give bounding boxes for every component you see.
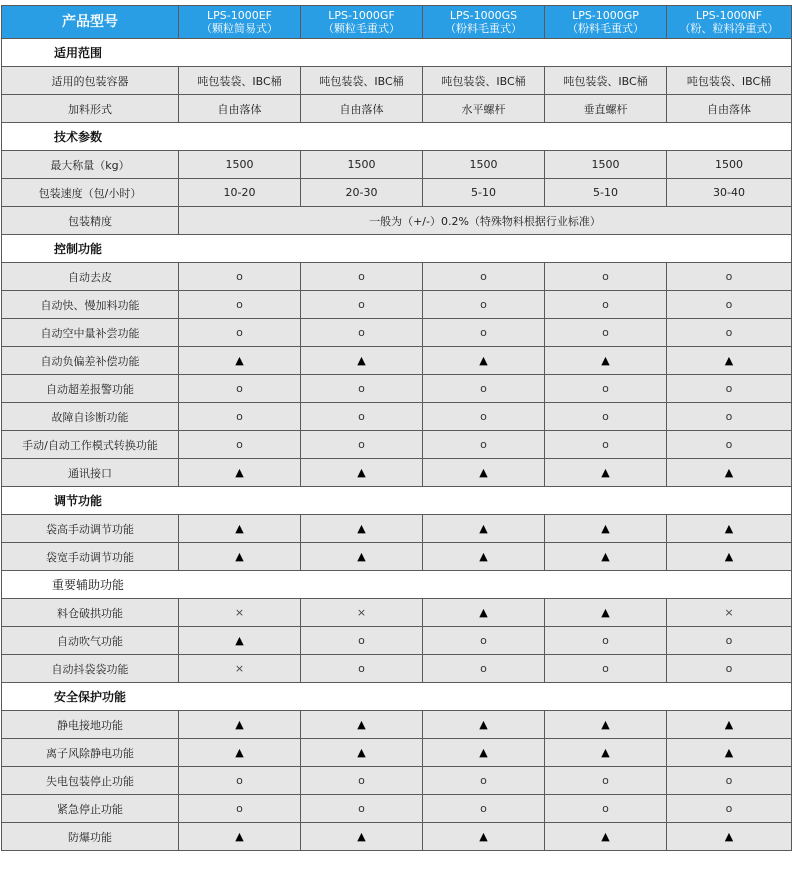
spec-row <box>2 515 792 543</box>
standard-triangle-icon: ▲ <box>179 823 301 851</box>
standard-triangle-icon: ▲ <box>545 711 667 739</box>
optional-circle-icon: o <box>179 403 301 431</box>
optional-circle-icon: o <box>179 795 301 823</box>
row-label: 故障自诊断功能 <box>2 403 179 431</box>
optional-circle-icon: o <box>545 403 667 431</box>
standard-triangle-icon: ▲ <box>179 543 301 571</box>
standard-triangle-icon: ▲ <box>179 515 301 543</box>
optional-circle-icon: o <box>423 319 545 347</box>
optional-circle-icon: o <box>301 375 423 403</box>
row-label: 自动抖袋袋功能 <box>2 655 179 683</box>
standard-triangle-icon: ▲ <box>423 739 545 767</box>
cell-value: 20-30 <box>301 179 423 207</box>
optional-circle-icon: o <box>301 403 423 431</box>
standard-triangle-icon: ▲ <box>179 711 301 739</box>
cell-value: 10-20 <box>179 179 301 207</box>
cell-value: 1500 <box>301 151 423 179</box>
section-title: 技术参数 <box>2 123 792 151</box>
optional-circle-icon: o <box>423 627 545 655</box>
standard-triangle-icon: ▲ <box>667 347 792 375</box>
optional-circle-icon: o <box>301 263 423 291</box>
standard-triangle-icon: ▲ <box>179 459 301 487</box>
model-desc: （颗粒毛重式） <box>323 22 400 35</box>
optional-circle-icon: o <box>301 627 423 655</box>
optional-circle-icon: o <box>545 655 667 683</box>
optional-circle-icon: o <box>179 767 301 795</box>
spec-row <box>2 179 792 207</box>
header-row <box>2 6 792 39</box>
optional-circle-icon: o <box>667 291 792 319</box>
spec-row <box>2 319 792 347</box>
optional-circle-icon: o <box>301 795 423 823</box>
section-title: 安全保护功能 <box>2 683 792 711</box>
optional-circle-icon: o <box>545 627 667 655</box>
section-row <box>2 235 792 263</box>
spec-row <box>2 263 792 291</box>
optional-circle-icon: o <box>179 263 301 291</box>
section-row <box>2 123 792 151</box>
optional-circle-icon: o <box>179 431 301 459</box>
section-row <box>2 683 792 711</box>
cell-value: 5-10 <box>545 179 667 207</box>
cell-value: 垂直螺杆 <box>545 95 667 123</box>
model-header <box>667 6 792 39</box>
section-title: 重要辅助功能 <box>2 571 792 599</box>
row-label: 加料形式 <box>2 95 179 123</box>
model-desc: （粉料毛重式） <box>445 22 522 35</box>
model-header <box>423 6 545 39</box>
row-label: 料仓破拱功能 <box>2 599 179 627</box>
spec-row <box>2 375 792 403</box>
row-label: 自动超差报警功能 <box>2 375 179 403</box>
spec-row <box>2 347 792 375</box>
optional-circle-icon: o <box>667 263 792 291</box>
row-label: 离子风除静电功能 <box>2 739 179 767</box>
optional-circle-icon: o <box>423 291 545 319</box>
cell-value: 自由落体 <box>179 95 301 123</box>
optional-circle-icon: o <box>667 319 792 347</box>
cell-value: 自由落体 <box>667 95 792 123</box>
row-label: 袋高手动调节功能 <box>2 515 179 543</box>
model-desc: （粉料毛重式） <box>567 22 644 35</box>
optional-circle-icon: o <box>423 375 545 403</box>
standard-triangle-icon: ▲ <box>301 347 423 375</box>
spec-row <box>2 767 792 795</box>
standard-triangle-icon: ▲ <box>545 515 667 543</box>
row-label: 包装速度（包/小时） <box>2 179 179 207</box>
row-label: 紧急停止功能 <box>2 795 179 823</box>
spec-row <box>2 543 792 571</box>
section-row <box>2 487 792 515</box>
optional-circle-icon: o <box>423 655 545 683</box>
model-desc: （颗粒简易式） <box>201 22 278 35</box>
standard-triangle-icon: ▲ <box>179 627 301 655</box>
row-label: 防爆功能 <box>2 823 179 851</box>
optional-circle-icon: o <box>545 319 667 347</box>
unavailable-cross-icon: × <box>667 599 792 627</box>
spec-row <box>2 795 792 823</box>
optional-circle-icon: o <box>423 767 545 795</box>
standard-triangle-icon: ▲ <box>545 599 667 627</box>
optional-circle-icon: o <box>179 319 301 347</box>
optional-circle-icon: o <box>667 627 792 655</box>
spec-row <box>2 431 792 459</box>
cell-value: 吨包装袋、IBC桶 <box>301 67 423 95</box>
spec-row <box>2 291 792 319</box>
standard-triangle-icon: ▲ <box>423 515 545 543</box>
standard-triangle-icon: ▲ <box>545 823 667 851</box>
standard-triangle-icon: ▲ <box>545 543 667 571</box>
model-header <box>179 6 301 39</box>
model-code: LPS-1000GS <box>449 9 518 22</box>
standard-triangle-icon: ▲ <box>301 739 423 767</box>
optional-circle-icon: o <box>301 431 423 459</box>
standard-triangle-icon: ▲ <box>301 459 423 487</box>
optional-circle-icon: o <box>423 795 545 823</box>
row-label: 自动吹气功能 <box>2 627 179 655</box>
standard-triangle-icon: ▲ <box>545 459 667 487</box>
optional-circle-icon: o <box>667 655 792 683</box>
standard-triangle-icon: ▲ <box>301 711 423 739</box>
spec-row <box>2 403 792 431</box>
unavailable-cross-icon: × <box>179 655 301 683</box>
optional-circle-icon: o <box>545 375 667 403</box>
row-label: 通讯接口 <box>2 459 179 487</box>
model-code: LPS-1000NF <box>695 9 763 22</box>
standard-triangle-icon: ▲ <box>301 823 423 851</box>
optional-circle-icon: o <box>423 431 545 459</box>
cell-value: 吨包装袋、IBC桶 <box>667 67 792 95</box>
section-row <box>2 571 792 599</box>
optional-circle-icon: o <box>545 431 667 459</box>
optional-circle-icon: o <box>423 263 545 291</box>
optional-circle-icon: o <box>301 319 423 347</box>
standard-triangle-icon: ▲ <box>667 543 792 571</box>
standard-triangle-icon: ▲ <box>423 459 545 487</box>
unavailable-cross-icon: × <box>179 599 301 627</box>
optional-circle-icon: o <box>301 655 423 683</box>
optional-circle-icon: o <box>179 375 301 403</box>
optional-circle-icon: o <box>545 263 667 291</box>
spec-row <box>2 459 792 487</box>
optional-circle-icon: o <box>423 403 545 431</box>
spec-row <box>2 739 792 767</box>
spec-row <box>2 655 792 683</box>
standard-triangle-icon: ▲ <box>179 347 301 375</box>
cell-value: 1500 <box>545 151 667 179</box>
optional-circle-icon: o <box>667 375 792 403</box>
cell-value: 吨包装袋、IBC桶 <box>179 67 301 95</box>
model-code: LPS-1000GP <box>572 9 639 22</box>
row-label: 手动/自动工作模式转换功能 <box>2 431 179 459</box>
optional-circle-icon: o <box>545 767 667 795</box>
cell-value: 水平螺杆 <box>423 95 545 123</box>
spec-row <box>2 823 792 851</box>
optional-circle-icon: o <box>545 795 667 823</box>
standard-triangle-icon: ▲ <box>423 823 545 851</box>
spec-table <box>1 5 792 851</box>
row-label: 静电接地功能 <box>2 711 179 739</box>
spec-row <box>2 711 792 739</box>
standard-triangle-icon: ▲ <box>667 823 792 851</box>
cell-value: 30-40 <box>667 179 792 207</box>
model-header <box>301 6 423 39</box>
standard-triangle-icon: ▲ <box>667 739 792 767</box>
optional-circle-icon: o <box>545 291 667 319</box>
cell-value: 1500 <box>423 151 545 179</box>
standard-triangle-icon: ▲ <box>545 739 667 767</box>
spanned-value: 一般为（+/-）0.2%（特殊物料根据行业标准） <box>179 207 792 235</box>
row-label: 自动负偏差补偿功能 <box>2 347 179 375</box>
row-label: 包装精度 <box>2 207 179 235</box>
optional-circle-icon: o <box>667 795 792 823</box>
spec-body <box>2 39 792 851</box>
model-code: LPS-1000GF <box>328 9 395 22</box>
row-label: 失电包装停止功能 <box>2 767 179 795</box>
optional-circle-icon: o <box>301 767 423 795</box>
standard-triangle-icon: ▲ <box>423 711 545 739</box>
optional-circle-icon: o <box>301 291 423 319</box>
optional-circle-icon: o <box>667 431 792 459</box>
standard-triangle-icon: ▲ <box>423 347 545 375</box>
standard-triangle-icon: ▲ <box>423 543 545 571</box>
spec-row <box>2 95 792 123</box>
cell-value: 自由落体 <box>301 95 423 123</box>
spec-row <box>2 207 792 235</box>
optional-circle-icon: o <box>667 403 792 431</box>
unavailable-cross-icon: × <box>301 599 423 627</box>
section-row <box>2 39 792 67</box>
standard-triangle-icon: ▲ <box>667 459 792 487</box>
section-title: 适用范围 <box>2 39 792 67</box>
model-desc: （粉、粒料净重式） <box>679 22 779 35</box>
spec-row <box>2 599 792 627</box>
row-label: 自动快、慢加料功能 <box>2 291 179 319</box>
spec-row <box>2 67 792 95</box>
cell-value: 1500 <box>667 151 792 179</box>
model-code: LPS-1000EF <box>207 9 272 22</box>
spec-row <box>2 151 792 179</box>
optional-circle-icon: o <box>179 291 301 319</box>
model-header <box>545 6 667 39</box>
cell-value: 5-10 <box>423 179 545 207</box>
row-label: 适用的包装容器 <box>2 67 179 95</box>
standard-triangle-icon: ▲ <box>301 515 423 543</box>
optional-circle-icon: o <box>667 767 792 795</box>
standard-triangle-icon: ▲ <box>179 739 301 767</box>
standard-triangle-icon: ▲ <box>667 515 792 543</box>
standard-triangle-icon: ▲ <box>545 347 667 375</box>
row-label: 自动去皮 <box>2 263 179 291</box>
standard-triangle-icon: ▲ <box>301 543 423 571</box>
cell-value: 吨包装袋、IBC桶 <box>545 67 667 95</box>
row-label: 自动空中量补尝功能 <box>2 319 179 347</box>
row-label: 最大称量（kg） <box>2 151 179 179</box>
section-title: 控制功能 <box>2 235 792 263</box>
cell-value: 1500 <box>179 151 301 179</box>
section-title: 调节功能 <box>2 487 792 515</box>
cell-value: 吨包装袋、IBC桶 <box>423 67 545 95</box>
spec-row <box>2 627 792 655</box>
standard-triangle-icon: ▲ <box>667 711 792 739</box>
row-label: 袋宽手动调节功能 <box>2 543 179 571</box>
header-title: 产品型号 <box>2 6 179 39</box>
standard-triangle-icon: ▲ <box>423 599 545 627</box>
